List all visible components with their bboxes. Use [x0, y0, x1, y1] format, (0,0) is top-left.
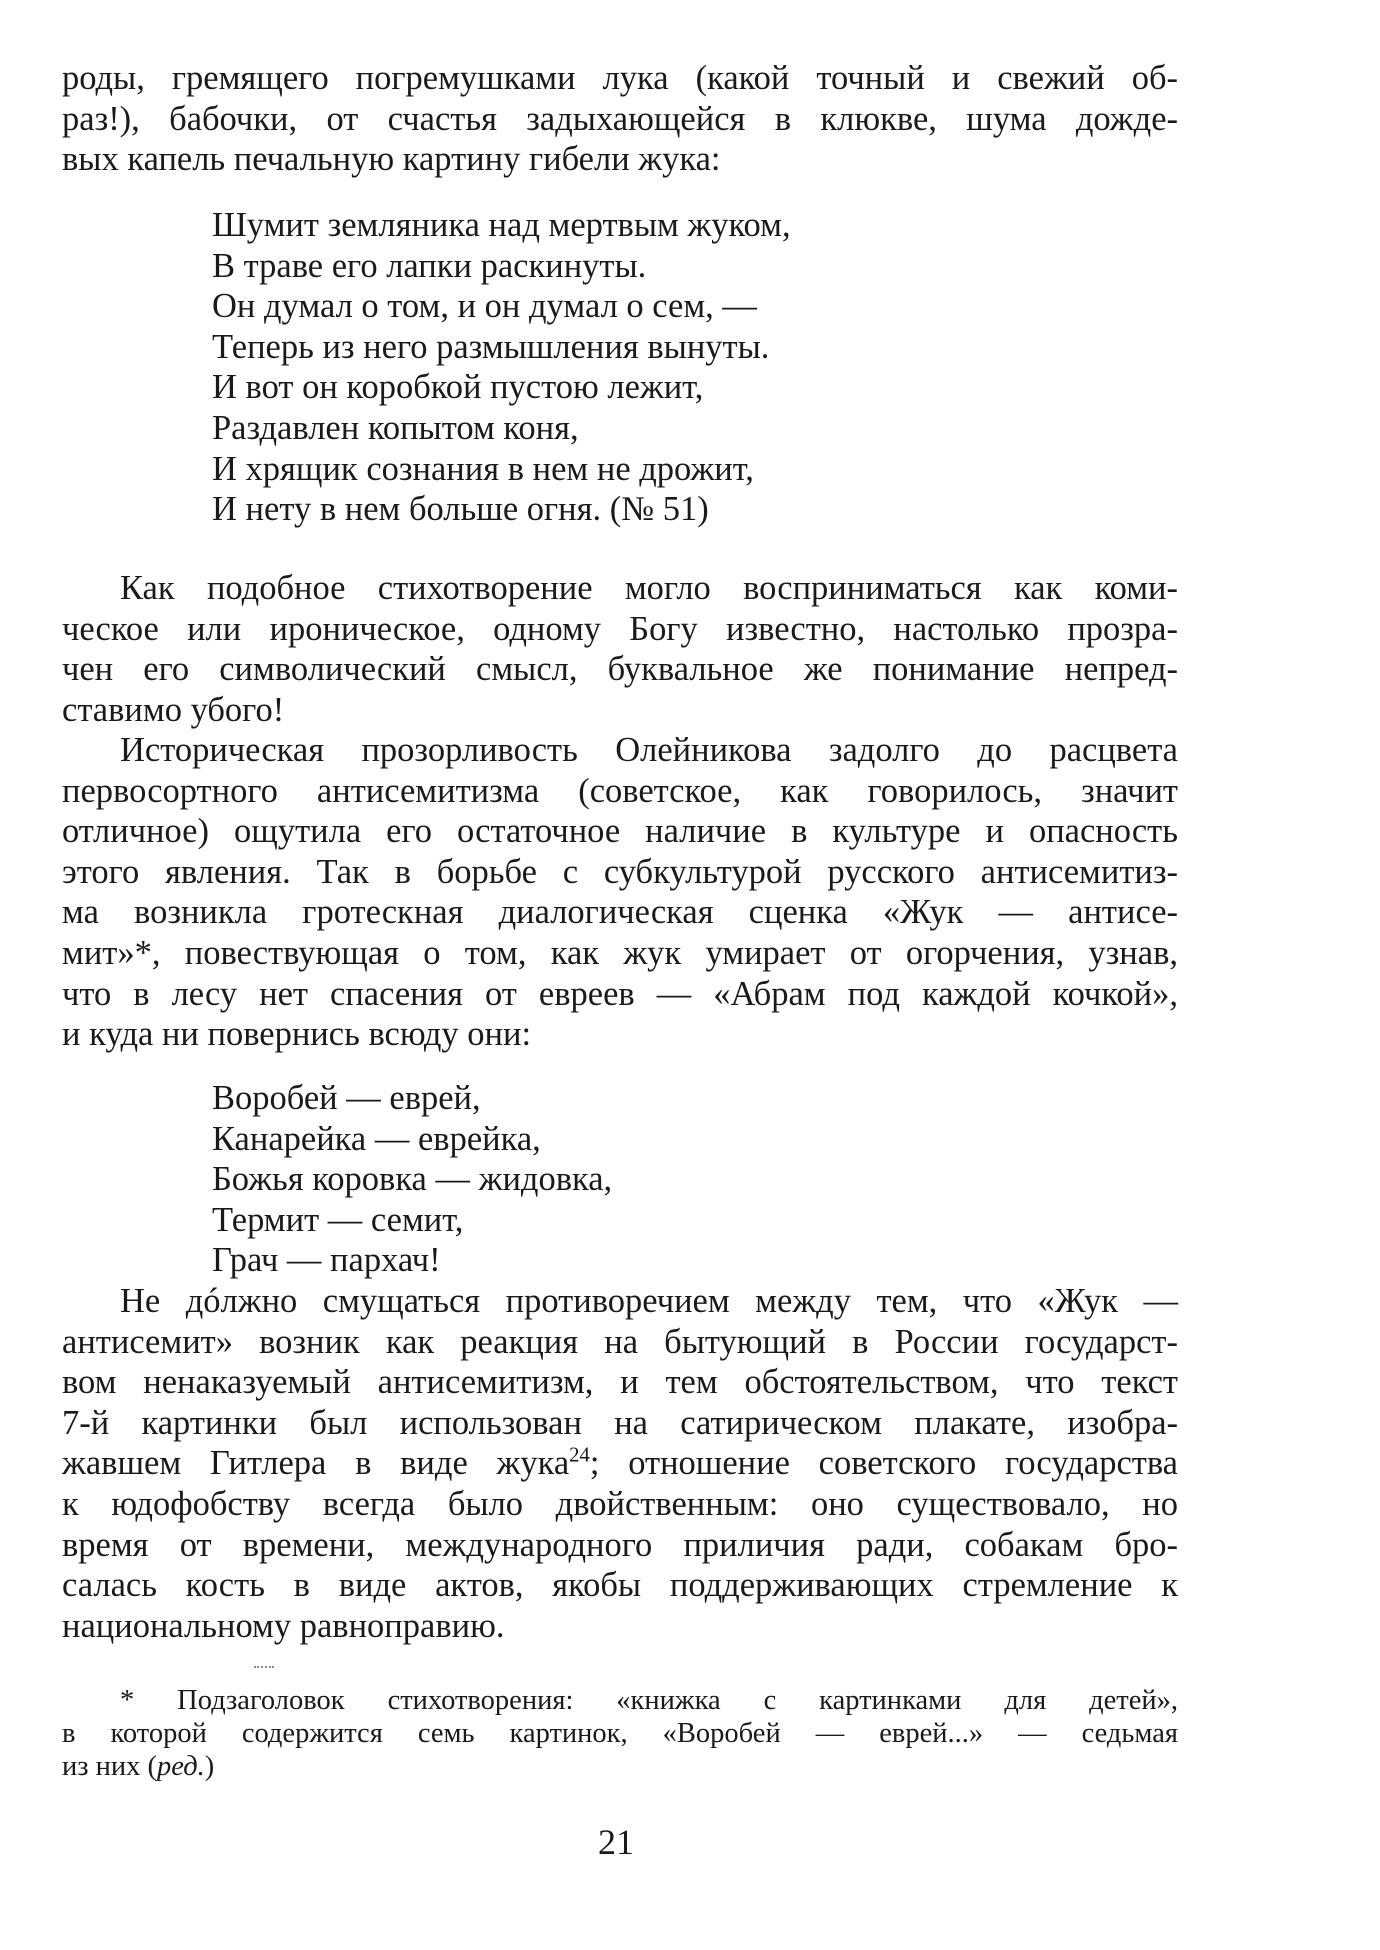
paragraph-comic	[62, 568, 1178, 730]
endnote-reference: 24	[569, 1444, 590, 1467]
text-line: первосортного антисемитизма (советское, как говорилось, значит	[62, 771, 1178, 810]
verse-line: И вот он коробкой пустою лежит,	[212, 368, 704, 407]
footnote-line	[62, 1750, 1178, 1783]
poem-sparrow	[212, 1078, 612, 1281]
text-line: Историческая прозорливость Олейникова задолго до расцвета	[120, 731, 1178, 769]
verse-line: Раздавлен копытом коня,	[212, 408, 579, 447]
paragraph-intro	[62, 58, 1178, 180]
text-line: ческое или ироническое, одному Богу известно, настолько прозра-	[62, 609, 1178, 648]
verse-line: В траве его лапки раскинуты.	[212, 246, 647, 285]
text-segment: жавшем Гитлера в виде жука	[62, 1444, 570, 1483]
verse-line: Он думал о том, и он думал о сем, —	[212, 287, 757, 326]
text-line: и куда ни повернись всюду они:	[62, 1015, 532, 1054]
verse-line: Грач — пархач!	[212, 1241, 441, 1280]
text-line: 7-й картинки был использован на сатирическом плакате, изобра-	[62, 1403, 1178, 1442]
verse-line: Воробей — еврей,	[212, 1079, 481, 1117]
text-line: вом ненаказуемый антисемитизм, и тем обстоятельством, что текст	[62, 1363, 1178, 1402]
verse-line: Теперь из него размышления вынуты.	[212, 327, 770, 366]
text-line: время от времени, международного приличия ради, собакам бро-	[62, 1525, 1178, 1564]
footnote-line: * Подзаголовок стихотворения: «книжка с картинками для детей»,	[120, 1685, 1178, 1716]
text-line: Как подобное стихотворение могло восприниматься как коми-	[120, 569, 1178, 607]
text-line: Не дóлжно смущаться противоречием между тем, что «Жук —	[120, 1282, 1178, 1320]
text-line	[62, 1443, 1178, 1484]
text-line: этого явления. Так в борьбе с субкультурой русского антисемитиз-	[62, 852, 1178, 891]
footnote	[62, 1684, 1178, 1783]
text-line: вых капель печальную картину гибели жука:	[62, 140, 721, 179]
verse-line: Шумит земляника над мертвым жуком,	[212, 206, 791, 244]
verse-line: Божья коровка — жидовка,	[212, 1160, 613, 1199]
text-line: отличное) ощутила его остаточное наличие в культуре и опасность	[62, 812, 1178, 851]
text-line: к юдофобству всегда было двойственным: оно существовало, но	[62, 1484, 1178, 1523]
text-line: роды, гремящего погремушками лука (какой точный и свежий об-	[62, 59, 1178, 97]
text-segment: из них (	[62, 1751, 158, 1782]
footnote-line: в которой содержится семь картинок, «Воробей — еврей...» — седьмая	[62, 1718, 1178, 1749]
text-line: ставимо убого!	[62, 690, 285, 729]
verse-line: Канарейка — еврейка,	[212, 1119, 541, 1158]
paragraph-contradiction	[62, 1281, 1178, 1646]
text-line: что в лесу нет спасения от евреев — «Абрам под каждой кочкой»,	[62, 974, 1178, 1013]
text-line: мит»*, повествующая о том, как жук умирает от огорчения, узнав,	[62, 933, 1178, 972]
text-line: национальному равноправию.	[62, 1606, 505, 1645]
footnote-separator	[254, 1666, 274, 1668]
text-segment: )	[204, 1751, 215, 1782]
paragraph-historical	[62, 730, 1178, 1055]
text-line: салась кость в виде актов, якобы поддерживающих стремление к	[62, 1566, 1178, 1605]
page-number: 21	[598, 1822, 634, 1862]
verse-line: И нету в нем больше огня. (№ 51)	[212, 490, 709, 529]
editor-abbreviation: ред.	[157, 1751, 205, 1782]
text-line: раз!), бабочки, от счастья задыхающейся в клюкве, шума дожде-	[62, 99, 1178, 138]
verse-line: Термит — семит,	[212, 1200, 464, 1239]
text-line: антисемит» возник как реакция на бытующий в России государст-	[62, 1322, 1178, 1361]
poem-beetle	[212, 205, 791, 530]
text-line: чен его символический смысл, буквальное же понимание непред-	[62, 650, 1178, 689]
text-line: ма возникла гротескная диалогическая сценка «Жук — антисе-	[62, 893, 1178, 932]
verse-line: И хрящик сознания в нем не дрожит,	[212, 449, 754, 488]
text-segment: ; отношение советского государства	[589, 1444, 1178, 1483]
